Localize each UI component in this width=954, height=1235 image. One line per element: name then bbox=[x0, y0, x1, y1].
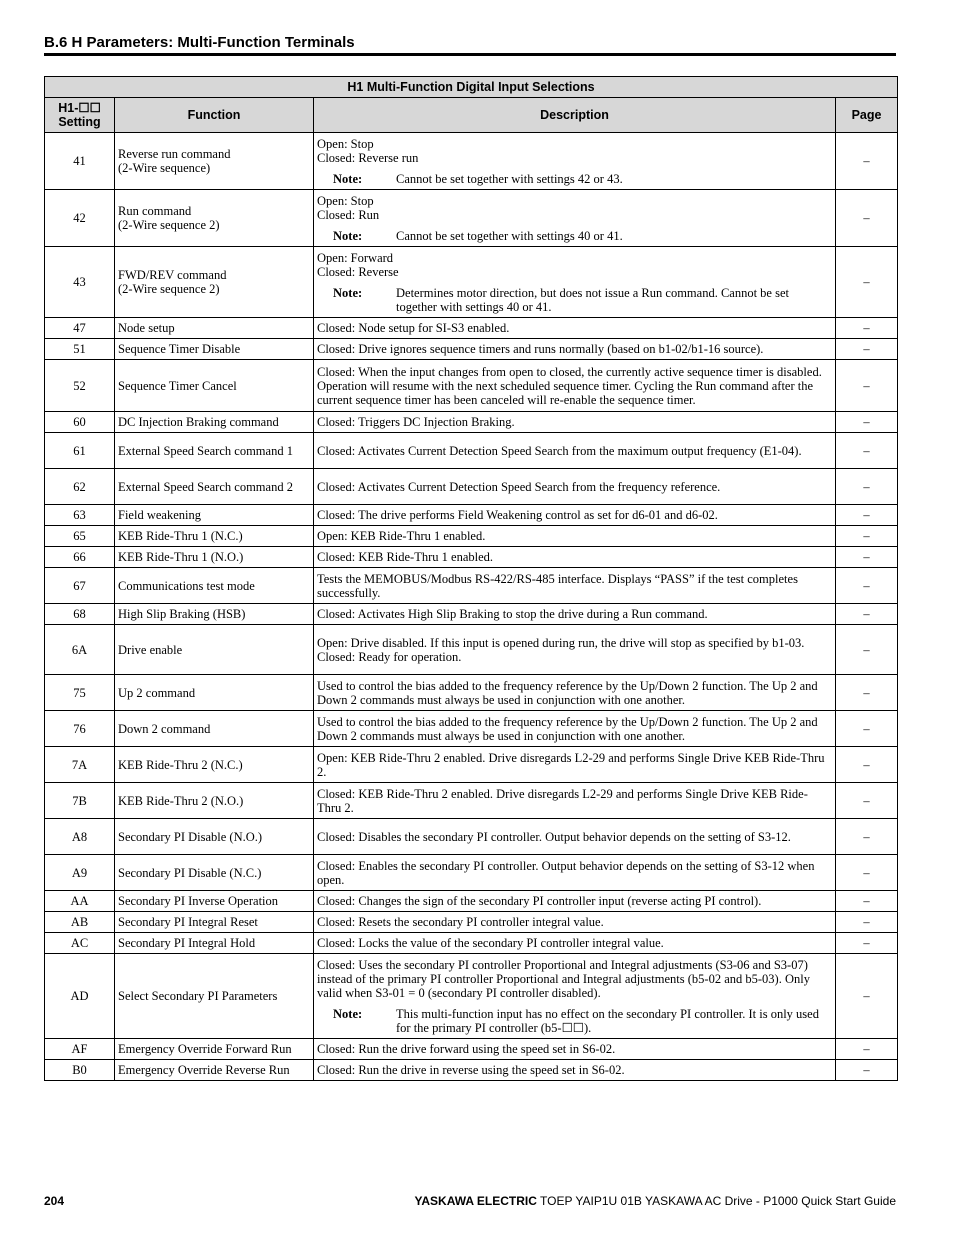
page-cell: – bbox=[836, 547, 898, 568]
description-cell bbox=[314, 568, 836, 604]
setting-cell: AF bbox=[45, 1039, 115, 1060]
table-row bbox=[45, 547, 898, 568]
function-cell: High Slip Braking (HSB) bbox=[115, 604, 314, 625]
page-cell: – bbox=[836, 604, 898, 625]
description-text: Closed: Locks the value of the secondary PI controller integral value. bbox=[317, 936, 664, 950]
note-label: Note: bbox=[333, 285, 363, 300]
setting-cell: 76 bbox=[45, 711, 115, 747]
description-cell bbox=[314, 855, 836, 891]
page-cell: – bbox=[836, 675, 898, 711]
table-row bbox=[45, 433, 898, 469]
setting-cell: AD bbox=[45, 954, 115, 1039]
description-text: Closed: Activates Current Detection Speed Search from the maximum output frequency (E1-04). bbox=[317, 443, 802, 458]
function-cell: External Speed Search command 1 bbox=[115, 433, 314, 469]
page-cell: – bbox=[836, 711, 898, 747]
section-title: B.6 H Parameters: Multi-Function Terminals bbox=[44, 34, 896, 56]
page-cell: – bbox=[836, 1060, 898, 1081]
description-cell bbox=[314, 526, 836, 547]
page-cell: – bbox=[836, 954, 898, 1039]
function-cell: Select Secondary PI Parameters bbox=[115, 954, 314, 1039]
table-row bbox=[45, 855, 898, 891]
setting-cell: 51 bbox=[45, 339, 115, 360]
description-text: Closed: Disables the secondary PI controller. Output behavior depends on the setting of S3-12. bbox=[317, 829, 791, 844]
setting-header-line1: H1-☐☐ bbox=[58, 101, 101, 115]
description-text: Open: Drive disabled. If this input is opened during run, the drive will stop as specified by b1-03. Closed: Ready for operation. bbox=[317, 635, 805, 664]
function-cell: External Speed Search command 2 bbox=[115, 469, 314, 505]
description-cell bbox=[314, 819, 836, 855]
table-row bbox=[45, 747, 898, 783]
description-text: Closed: Run the drive forward using the speed set in S6-02. bbox=[317, 1042, 616, 1056]
setting-cell: 65 bbox=[45, 526, 115, 547]
setting-cell: 75 bbox=[45, 675, 115, 711]
note-text: Determines motor direction, but does not issue a Run command. Cannot be set together with settings 40 or 41. bbox=[396, 285, 789, 314]
setting-cell: 63 bbox=[45, 505, 115, 526]
page-cell: – bbox=[836, 568, 898, 604]
setting-header-line2: Setting bbox=[58, 115, 101, 129]
description-cell bbox=[314, 1039, 836, 1060]
setting-cell: AB bbox=[45, 912, 115, 933]
description-text: Closed: Activates Current Detection Speed Search from the frequency reference. bbox=[317, 479, 721, 494]
description-text: Open: Stop Closed: Run bbox=[317, 193, 380, 222]
table-row bbox=[45, 891, 898, 912]
description-cell bbox=[314, 891, 836, 912]
note-text: Cannot be set together with settings 40 or 41. bbox=[396, 228, 623, 243]
table-row bbox=[45, 318, 898, 339]
function-cell: Secondary PI Integral Hold bbox=[115, 933, 314, 954]
table-row bbox=[45, 625, 898, 675]
description-cell bbox=[314, 190, 836, 247]
note-text: Cannot be set together with settings 42 or 43. bbox=[396, 171, 623, 186]
table-row bbox=[45, 711, 898, 747]
setting-cell: 52 bbox=[45, 360, 115, 412]
function-cell: Up 2 command bbox=[115, 675, 314, 711]
setting-cell: 42 bbox=[45, 190, 115, 247]
column-header-function: Function bbox=[115, 98, 314, 133]
description-text: Closed: Triggers DC Injection Braking. bbox=[317, 415, 515, 429]
table-row bbox=[45, 568, 898, 604]
description-text: Closed: Resets the secondary PI controller integral value. bbox=[317, 915, 604, 929]
table-row bbox=[45, 526, 898, 547]
description-text: Open: Forward Closed: Reverse bbox=[317, 250, 399, 279]
page-cell: – bbox=[836, 783, 898, 819]
table-row bbox=[45, 933, 898, 954]
description-cell bbox=[314, 433, 836, 469]
page-cell: – bbox=[836, 412, 898, 433]
description-text: Closed: Uses the secondary PI controller Proportional and Integral adjustments (S3-06 and S3-07) instead of the primary PI controller Proportional and Integral adjustments (b5-02 and b5-03). Only valid when S3-01 = 0 (secondary PI controller disabled). bbox=[317, 957, 810, 1000]
note bbox=[317, 172, 832, 186]
function-cell: Drive enable bbox=[115, 625, 314, 675]
description-cell bbox=[314, 412, 836, 433]
description-text: Closed: Node setup for SI-S3 enabled. bbox=[317, 321, 510, 335]
description-cell bbox=[314, 469, 836, 505]
table-row bbox=[45, 469, 898, 505]
setting-cell: 7A bbox=[45, 747, 115, 783]
function-cell: KEB Ride-Thru 1 (N.C.) bbox=[115, 526, 314, 547]
function-cell: Emergency Override Reverse Run bbox=[115, 1060, 314, 1081]
page-cell: – bbox=[836, 819, 898, 855]
column-header-description: Description bbox=[314, 98, 836, 133]
page-cell: – bbox=[836, 747, 898, 783]
page-cell: – bbox=[836, 625, 898, 675]
page-cell: – bbox=[836, 339, 898, 360]
setting-cell: AC bbox=[45, 933, 115, 954]
page-cell: – bbox=[836, 855, 898, 891]
description-text: Open: KEB Ride-Thru 2 enabled. Drive disregards L2-29 and performs Single Drive KEB Ride-Thru 2. bbox=[317, 750, 825, 779]
description-text: Closed: Run the drive in reverse using the speed set in S6-02. bbox=[317, 1063, 625, 1077]
table-row bbox=[45, 912, 898, 933]
table-row bbox=[45, 1060, 898, 1081]
description-cell bbox=[314, 339, 836, 360]
description-cell bbox=[314, 133, 836, 190]
setting-cell: 67 bbox=[45, 568, 115, 604]
setting-cell: 6A bbox=[45, 625, 115, 675]
table-row bbox=[45, 247, 898, 318]
function-cell: Communications test mode bbox=[115, 568, 314, 604]
description-text: Closed: When the input changes from open to closed, the currently active sequence timer is disabled. Operation will resume with the next scheduled sequence timer. Cycling the Run command after the current sequence timer has been canceled will re-enable the sequence timer. bbox=[317, 364, 822, 407]
page-cell: – bbox=[836, 1039, 898, 1060]
setting-cell: 61 bbox=[45, 433, 115, 469]
function-cell: KEB Ride-Thru 2 (N.C.) bbox=[115, 747, 314, 783]
page-cell: – bbox=[836, 190, 898, 247]
description-text: Open: Stop Closed: Reverse run bbox=[317, 136, 419, 165]
note-text: This multi-function input has no effect on the secondary PI controller. It is only used for the primary PI controller (b5-☐☐). bbox=[396, 1006, 819, 1035]
function-cell: Down 2 command bbox=[115, 711, 314, 747]
description-cell bbox=[314, 912, 836, 933]
table-row bbox=[45, 190, 898, 247]
description-cell bbox=[314, 360, 836, 412]
function-cell: Sequence Timer Cancel bbox=[115, 360, 314, 412]
description-text: Closed: Activates High Slip Braking to stop the drive during a Run command. bbox=[317, 607, 708, 621]
table-row bbox=[45, 954, 898, 1039]
footer-brand: YASKAWA ELECTRIC bbox=[414, 1194, 537, 1208]
setting-cell: B0 bbox=[45, 1060, 115, 1081]
description-text: Closed: KEB Ride-Thru 1 enabled. bbox=[317, 550, 494, 564]
setting-cell: A8 bbox=[45, 819, 115, 855]
function-cell: Secondary PI Integral Reset bbox=[115, 912, 314, 933]
description-cell bbox=[314, 1060, 836, 1081]
function-cell: Node setup bbox=[115, 318, 314, 339]
setting-cell: 66 bbox=[45, 547, 115, 568]
table-row bbox=[45, 819, 898, 855]
page-cell: – bbox=[836, 133, 898, 190]
setting-cell: 47 bbox=[45, 318, 115, 339]
function-cell: Secondary PI Inverse Operation bbox=[115, 891, 314, 912]
description-cell bbox=[314, 747, 836, 783]
footer-doc-ref: TOEP YAIP1U 01B YASKAWA AC Drive - P1000 Quick Start Guide bbox=[536, 1194, 896, 1208]
page-cell: – bbox=[836, 505, 898, 526]
description-cell bbox=[314, 625, 836, 675]
function-cell: Run command (2-Wire sequence 2) bbox=[115, 190, 314, 247]
setting-cell: 43 bbox=[45, 247, 115, 318]
function-cell: KEB Ride-Thru 2 (N.O.) bbox=[115, 783, 314, 819]
function-cell: Secondary PI Disable (N.C.) bbox=[115, 855, 314, 891]
description-text: Closed: KEB Ride-Thru 2 enabled. Drive disregards L2-29 and performs Single Drive KEB Ride-Thru 2. bbox=[317, 786, 808, 815]
footer-document-reference bbox=[414, 1194, 896, 1208]
page-cell: – bbox=[836, 318, 898, 339]
table-body bbox=[45, 133, 898, 1081]
parameters-table bbox=[44, 76, 898, 1081]
description-text: Open: KEB Ride-Thru 1 enabled. bbox=[317, 529, 486, 543]
note-label: Note: bbox=[333, 171, 363, 186]
description-text: Closed: The drive performs Field Weakening control as set for d6-01 and d6-02. bbox=[317, 508, 718, 522]
description-text: Closed: Changes the sign of the secondary PI controller input (reverse acting PI control). bbox=[317, 894, 762, 908]
description-text: Tests the MEMOBUS/Modbus RS-422/RS-485 interface. Displays “PASS” if the test completes successfully. bbox=[317, 571, 798, 600]
function-cell: Sequence Timer Disable bbox=[115, 339, 314, 360]
table-row bbox=[45, 360, 898, 412]
setting-cell: 68 bbox=[45, 604, 115, 625]
note bbox=[317, 229, 832, 243]
setting-cell: 60 bbox=[45, 412, 115, 433]
setting-cell: 7B bbox=[45, 783, 115, 819]
description-cell bbox=[314, 675, 836, 711]
note bbox=[317, 1007, 832, 1035]
function-cell: Reverse run command (2-Wire sequence) bbox=[115, 133, 314, 190]
description-text: Used to control the bias added to the frequency reference by the Up/Down 2 function. The Up 2 and Down 2 commands must always be used in conjunction with one another. bbox=[317, 678, 818, 707]
table-row bbox=[45, 505, 898, 526]
page-cell: – bbox=[836, 247, 898, 318]
function-cell: KEB Ride-Thru 1 (N.O.) bbox=[115, 547, 314, 568]
description-text: Closed: Enables the secondary PI controller. Output behavior depends on the setting of S3-12 when open. bbox=[317, 858, 815, 887]
setting-cell: AA bbox=[45, 891, 115, 912]
description-cell bbox=[314, 547, 836, 568]
function-cell: Emergency Override Forward Run bbox=[115, 1039, 314, 1060]
table-row bbox=[45, 339, 898, 360]
description-text: Closed: Drive ignores sequence timers and runs normally (based on b1-02/b1-16 source). bbox=[317, 342, 764, 356]
description-cell bbox=[314, 318, 836, 339]
column-header-setting bbox=[45, 98, 115, 133]
page-cell: – bbox=[836, 933, 898, 954]
table-row bbox=[45, 412, 898, 433]
function-cell: DC Injection Braking command bbox=[115, 412, 314, 433]
page-cell: – bbox=[836, 526, 898, 547]
table-row bbox=[45, 783, 898, 819]
page-cell: – bbox=[836, 912, 898, 933]
setting-cell: 41 bbox=[45, 133, 115, 190]
page-cell: – bbox=[836, 433, 898, 469]
function-cell: Field weakening bbox=[115, 505, 314, 526]
setting-cell: A9 bbox=[45, 855, 115, 891]
function-cell: FWD/REV command (2-Wire sequence 2) bbox=[115, 247, 314, 318]
page-cell: – bbox=[836, 469, 898, 505]
description-cell bbox=[314, 711, 836, 747]
table-caption: H1 Multi-Function Digital Input Selections bbox=[45, 77, 898, 98]
table-row bbox=[45, 1039, 898, 1060]
note-label: Note: bbox=[333, 1006, 363, 1021]
description-cell bbox=[314, 505, 836, 526]
description-cell bbox=[314, 604, 836, 625]
function-cell: Secondary PI Disable (N.O.) bbox=[115, 819, 314, 855]
description-cell bbox=[314, 933, 836, 954]
description-cell bbox=[314, 954, 836, 1039]
description-cell bbox=[314, 783, 836, 819]
table-row bbox=[45, 133, 898, 190]
note-label: Note: bbox=[333, 228, 363, 243]
table-row bbox=[45, 675, 898, 711]
note bbox=[317, 286, 832, 314]
description-cell bbox=[314, 247, 836, 318]
description-text: Used to control the bias added to the frequency reference by the Up/Down 2 function. The Up 2 and Down 2 commands must always be used in conjunction with one another. bbox=[317, 714, 818, 743]
page-cell: – bbox=[836, 891, 898, 912]
setting-cell: 62 bbox=[45, 469, 115, 505]
page-cell: – bbox=[836, 360, 898, 412]
column-header-page: Page bbox=[836, 98, 898, 133]
table-row bbox=[45, 604, 898, 625]
footer-page-number: 204 bbox=[44, 1194, 65, 1208]
